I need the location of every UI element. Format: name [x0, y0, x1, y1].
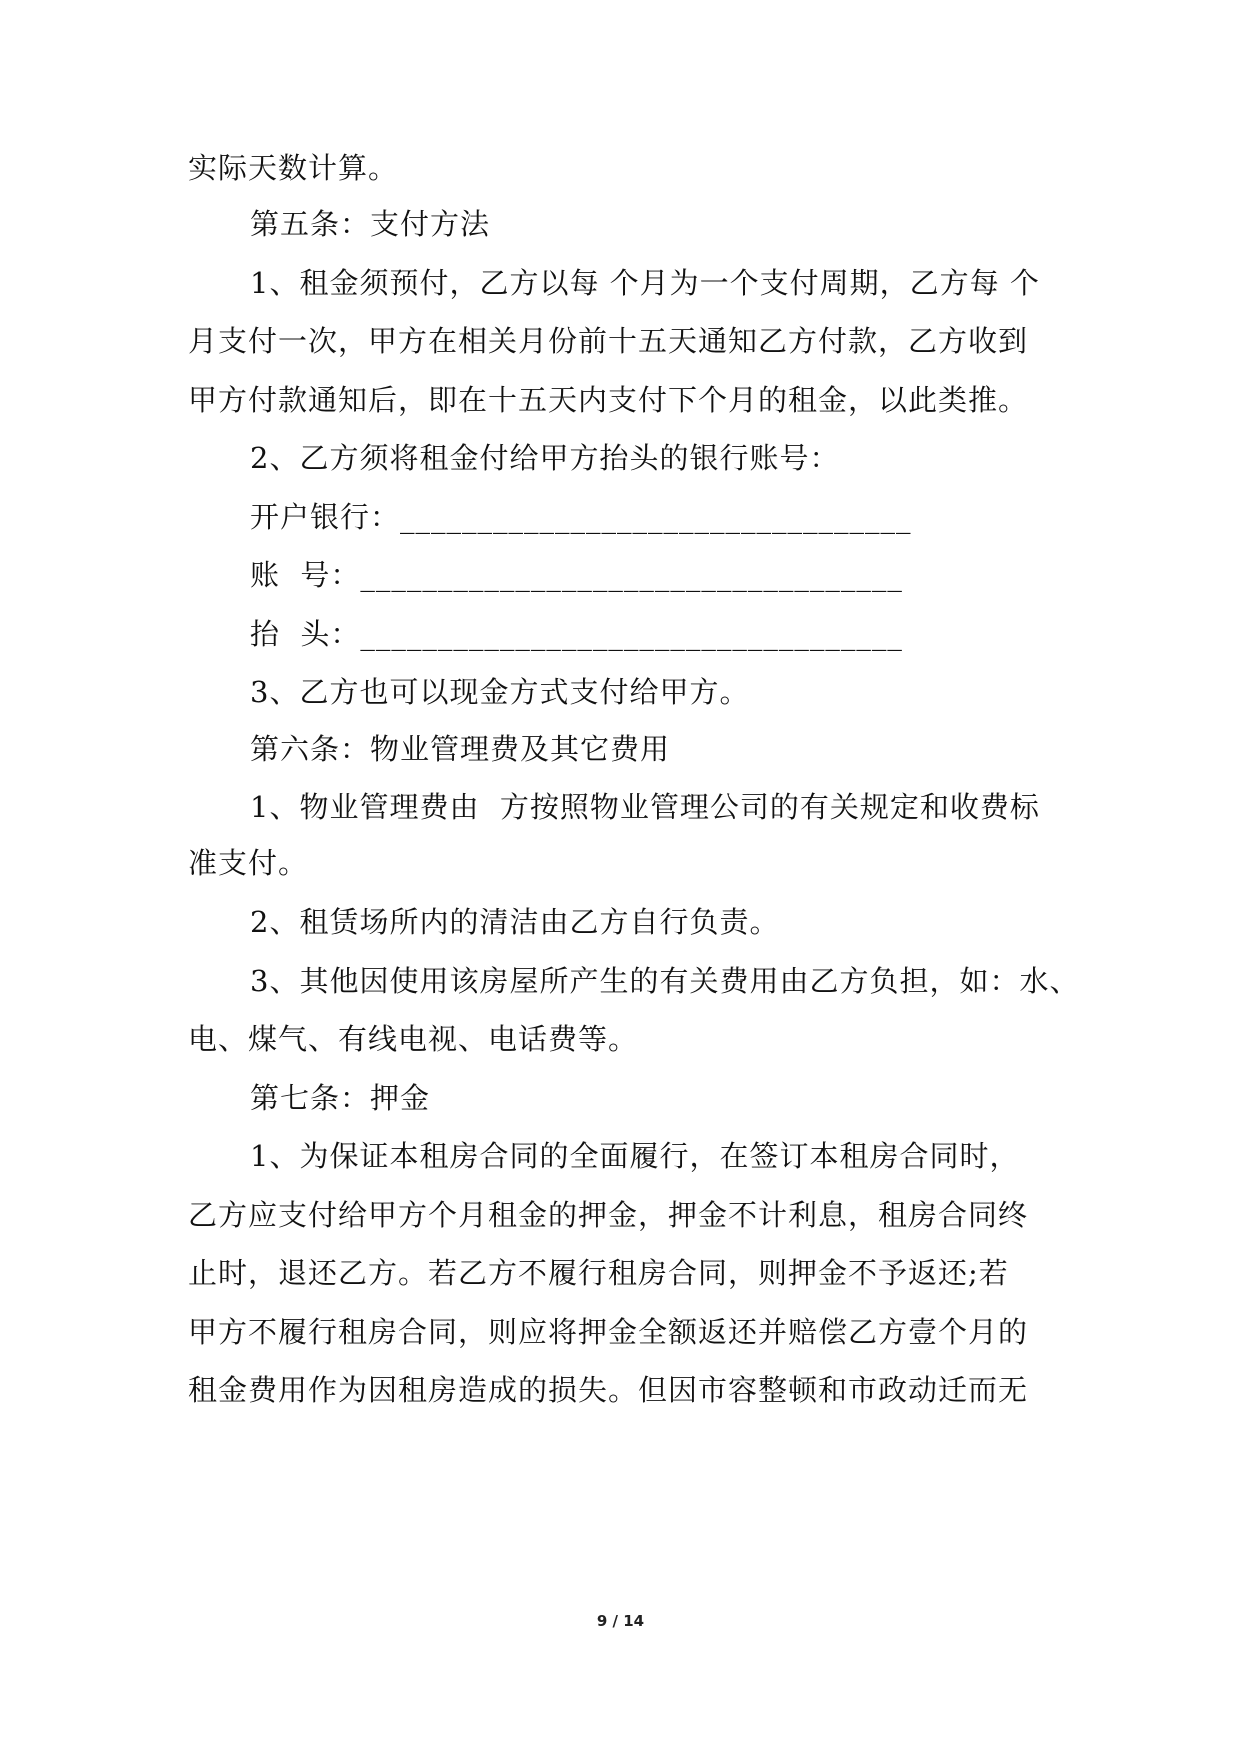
account-number-field: 账 号：___________________________________: [250, 558, 903, 592]
paragraph-line: 止时，退还乙方。若乙方不履行租房合同，则押金不予返还;若: [188, 1256, 1009, 1290]
bank-name-field: 开户银行：_________________________________: [250, 500, 912, 534]
section-heading: 第六条：物业管理费及其它费用: [250, 732, 671, 766]
page-number: 9 / 14: [596, 1612, 645, 1630]
paragraph-line: 实际天数计算。: [188, 151, 399, 185]
paragraph-line: 月支付一次，甲方在相关月份前十五天通知乙方付款，乙方收到: [188, 324, 1029, 358]
paragraph-line: 乙方应支付给甲方个月租金的押金，押金不计利息，租房合同终: [188, 1198, 1029, 1232]
section-heading: 第五条：支付方法: [250, 207, 491, 241]
paragraph-line: 1、为保证本租房合同的全面履行，在签订本租房合同时，: [250, 1139, 1020, 1173]
section-heading: 第七条：押金: [250, 1081, 431, 1115]
paragraph-line: 1、租金须预付，乙方以每 个月为一个支付周期，乙方每 个: [250, 266, 1040, 300]
paragraph-line: 甲方不履行租房合同，则应将押金全额返还并赔偿乙方壹个月的: [188, 1315, 1029, 1349]
paragraph-line: 准支付。: [188, 846, 309, 880]
paragraph-line: 甲方付款通知后，即在十五天内支付下个月的租金，以此类推。: [188, 383, 1029, 417]
paragraph-line: 租金费用作为因租房造成的损失。但因市容整顿和市政动迁而无: [188, 1373, 1029, 1407]
paragraph-line: 3、乙方也可以现金方式支付给甲方。: [250, 675, 750, 709]
paragraph-line: 2、租赁场所内的清洁由乙方自行负责。: [250, 905, 780, 939]
account-holder-field: 抬 头：___________________________________: [250, 617, 903, 651]
paragraph-line: 3、其他因使用该房屋所产生的有关费用由乙方负担，如：水、: [250, 964, 1080, 998]
paragraph-line: 2、乙方须将租金付给甲方抬头的银行账号：: [250, 441, 840, 475]
paragraph-line: 电、煤气、有线电视、电话费等。: [188, 1022, 639, 1056]
paragraph-line: 1、物业管理费由 方按照物业管理公司的有关规定和收费标: [250, 790, 1040, 824]
